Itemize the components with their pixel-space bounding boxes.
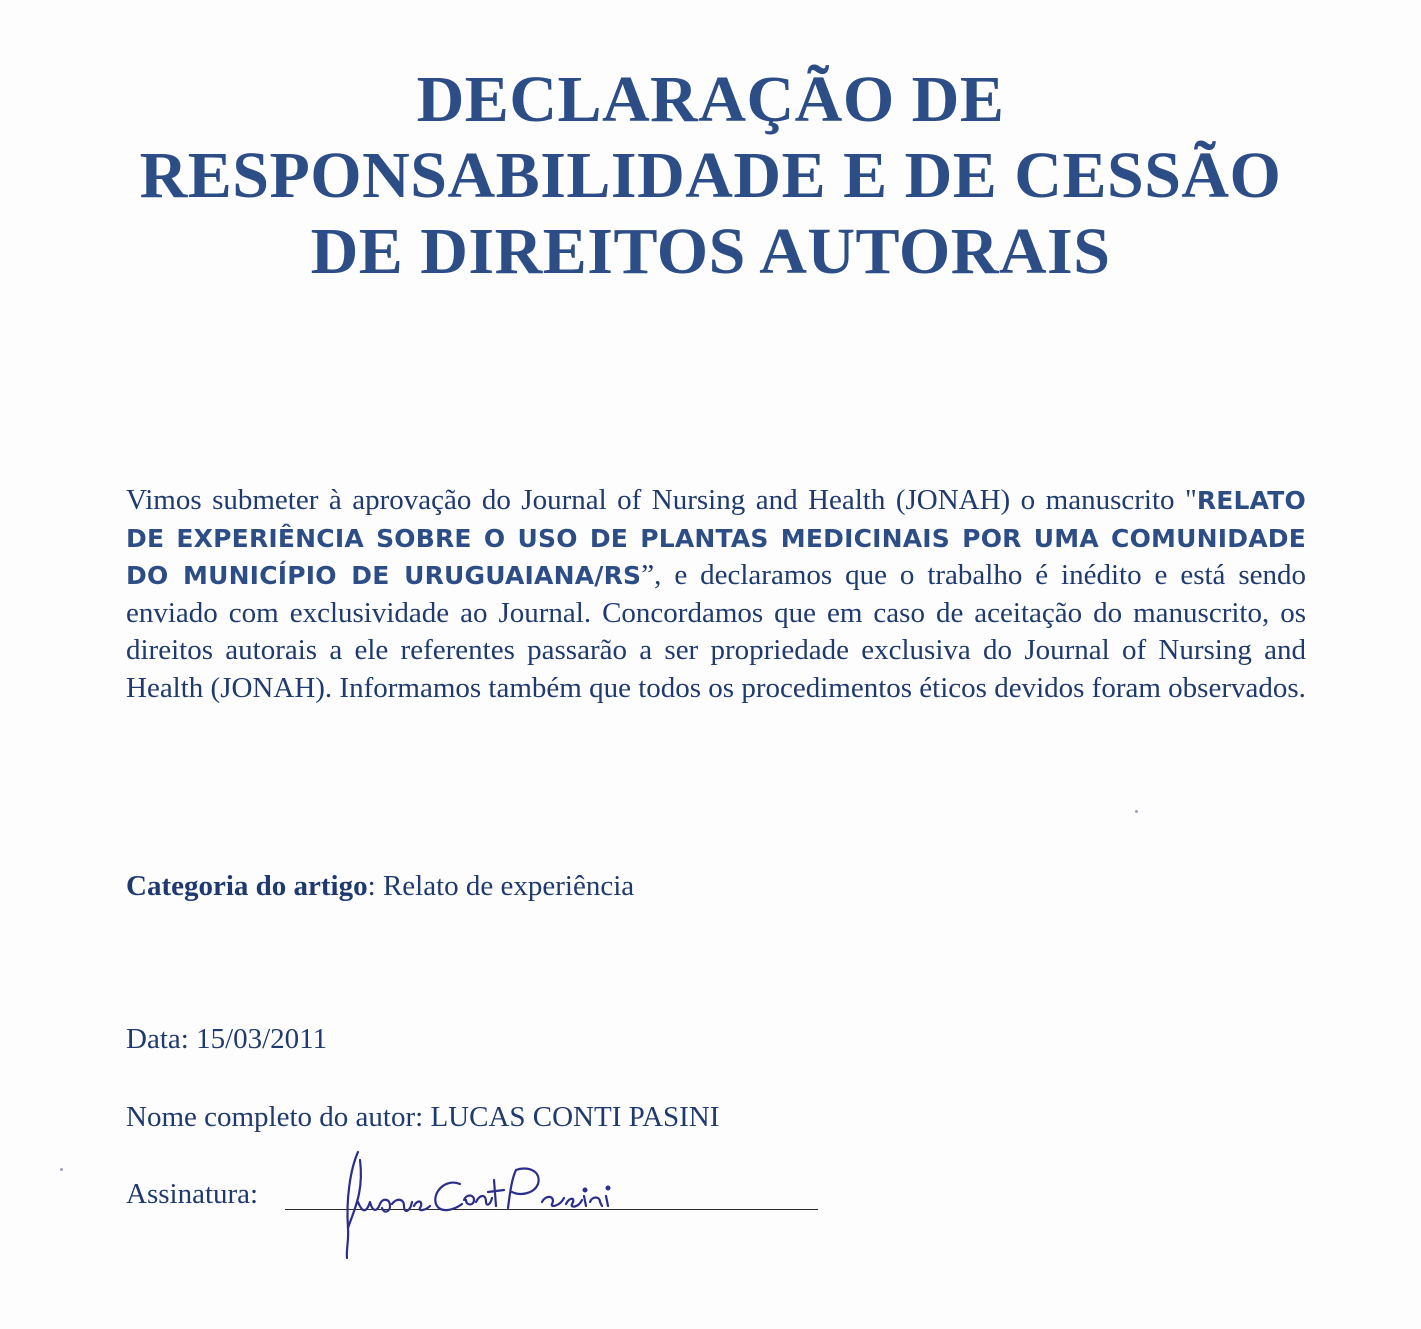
declaration-intro: Vimos submeter à aprovação do Journal of Nursing and Health (JONAH) o manuscrito " (126, 484, 1197, 516)
category-separator: : (367, 870, 383, 902)
category-value: Relato de experiência (382, 870, 635, 902)
title-line-1: DECLARAÇÃO DE (416, 63, 1005, 136)
author-field (126, 1099, 719, 1135)
signature-field (126, 1176, 258, 1212)
article-category (126, 868, 634, 904)
document-title (0, 62, 1421, 290)
scan-speck (60, 1168, 63, 1171)
date-field (126, 1021, 327, 1057)
title-line-2: RESPONSABILIDADE E DE CESSÃO (139, 139, 1282, 212)
date-value: 15/03/2011 (196, 1023, 328, 1055)
declaration-paragraph (126, 482, 1306, 707)
title-line-3: DE DIREITOS AUTORAIS (310, 215, 1111, 288)
signature-label: Assinatura: (126, 1178, 259, 1210)
author-name: LUCAS CONTI PASINI (430, 1101, 720, 1133)
declaration-rest: ”, e declaramos que o trabalho é inédito e está sendo enviado com exclusividade ao Journal. Concordamos que em caso de aceitação do manuscrito, os direitos autorais a ele referentes passarão a ser propriedade exclusiva do Journal of Nursing and Health (JONAH). Informamos também que todos os procedimentos éticos devidos foram observados. (126, 559, 1306, 704)
manuscript-title: RELATO DE EXPERIÊNCIA SOBRE O USO DE PLANTAS MEDICINAIS POR UMA COMUNIDADE DO MUNICÍPIO DE URUGUAIANA/RS (126, 486, 1306, 590)
category-label: Categoria do artigo (126, 870, 368, 902)
scan-speck (1135, 810, 1138, 813)
author-label: Nome completo do autor: (126, 1101, 431, 1133)
handwritten-signature (320, 1140, 660, 1270)
date-label: Data: (126, 1023, 197, 1055)
